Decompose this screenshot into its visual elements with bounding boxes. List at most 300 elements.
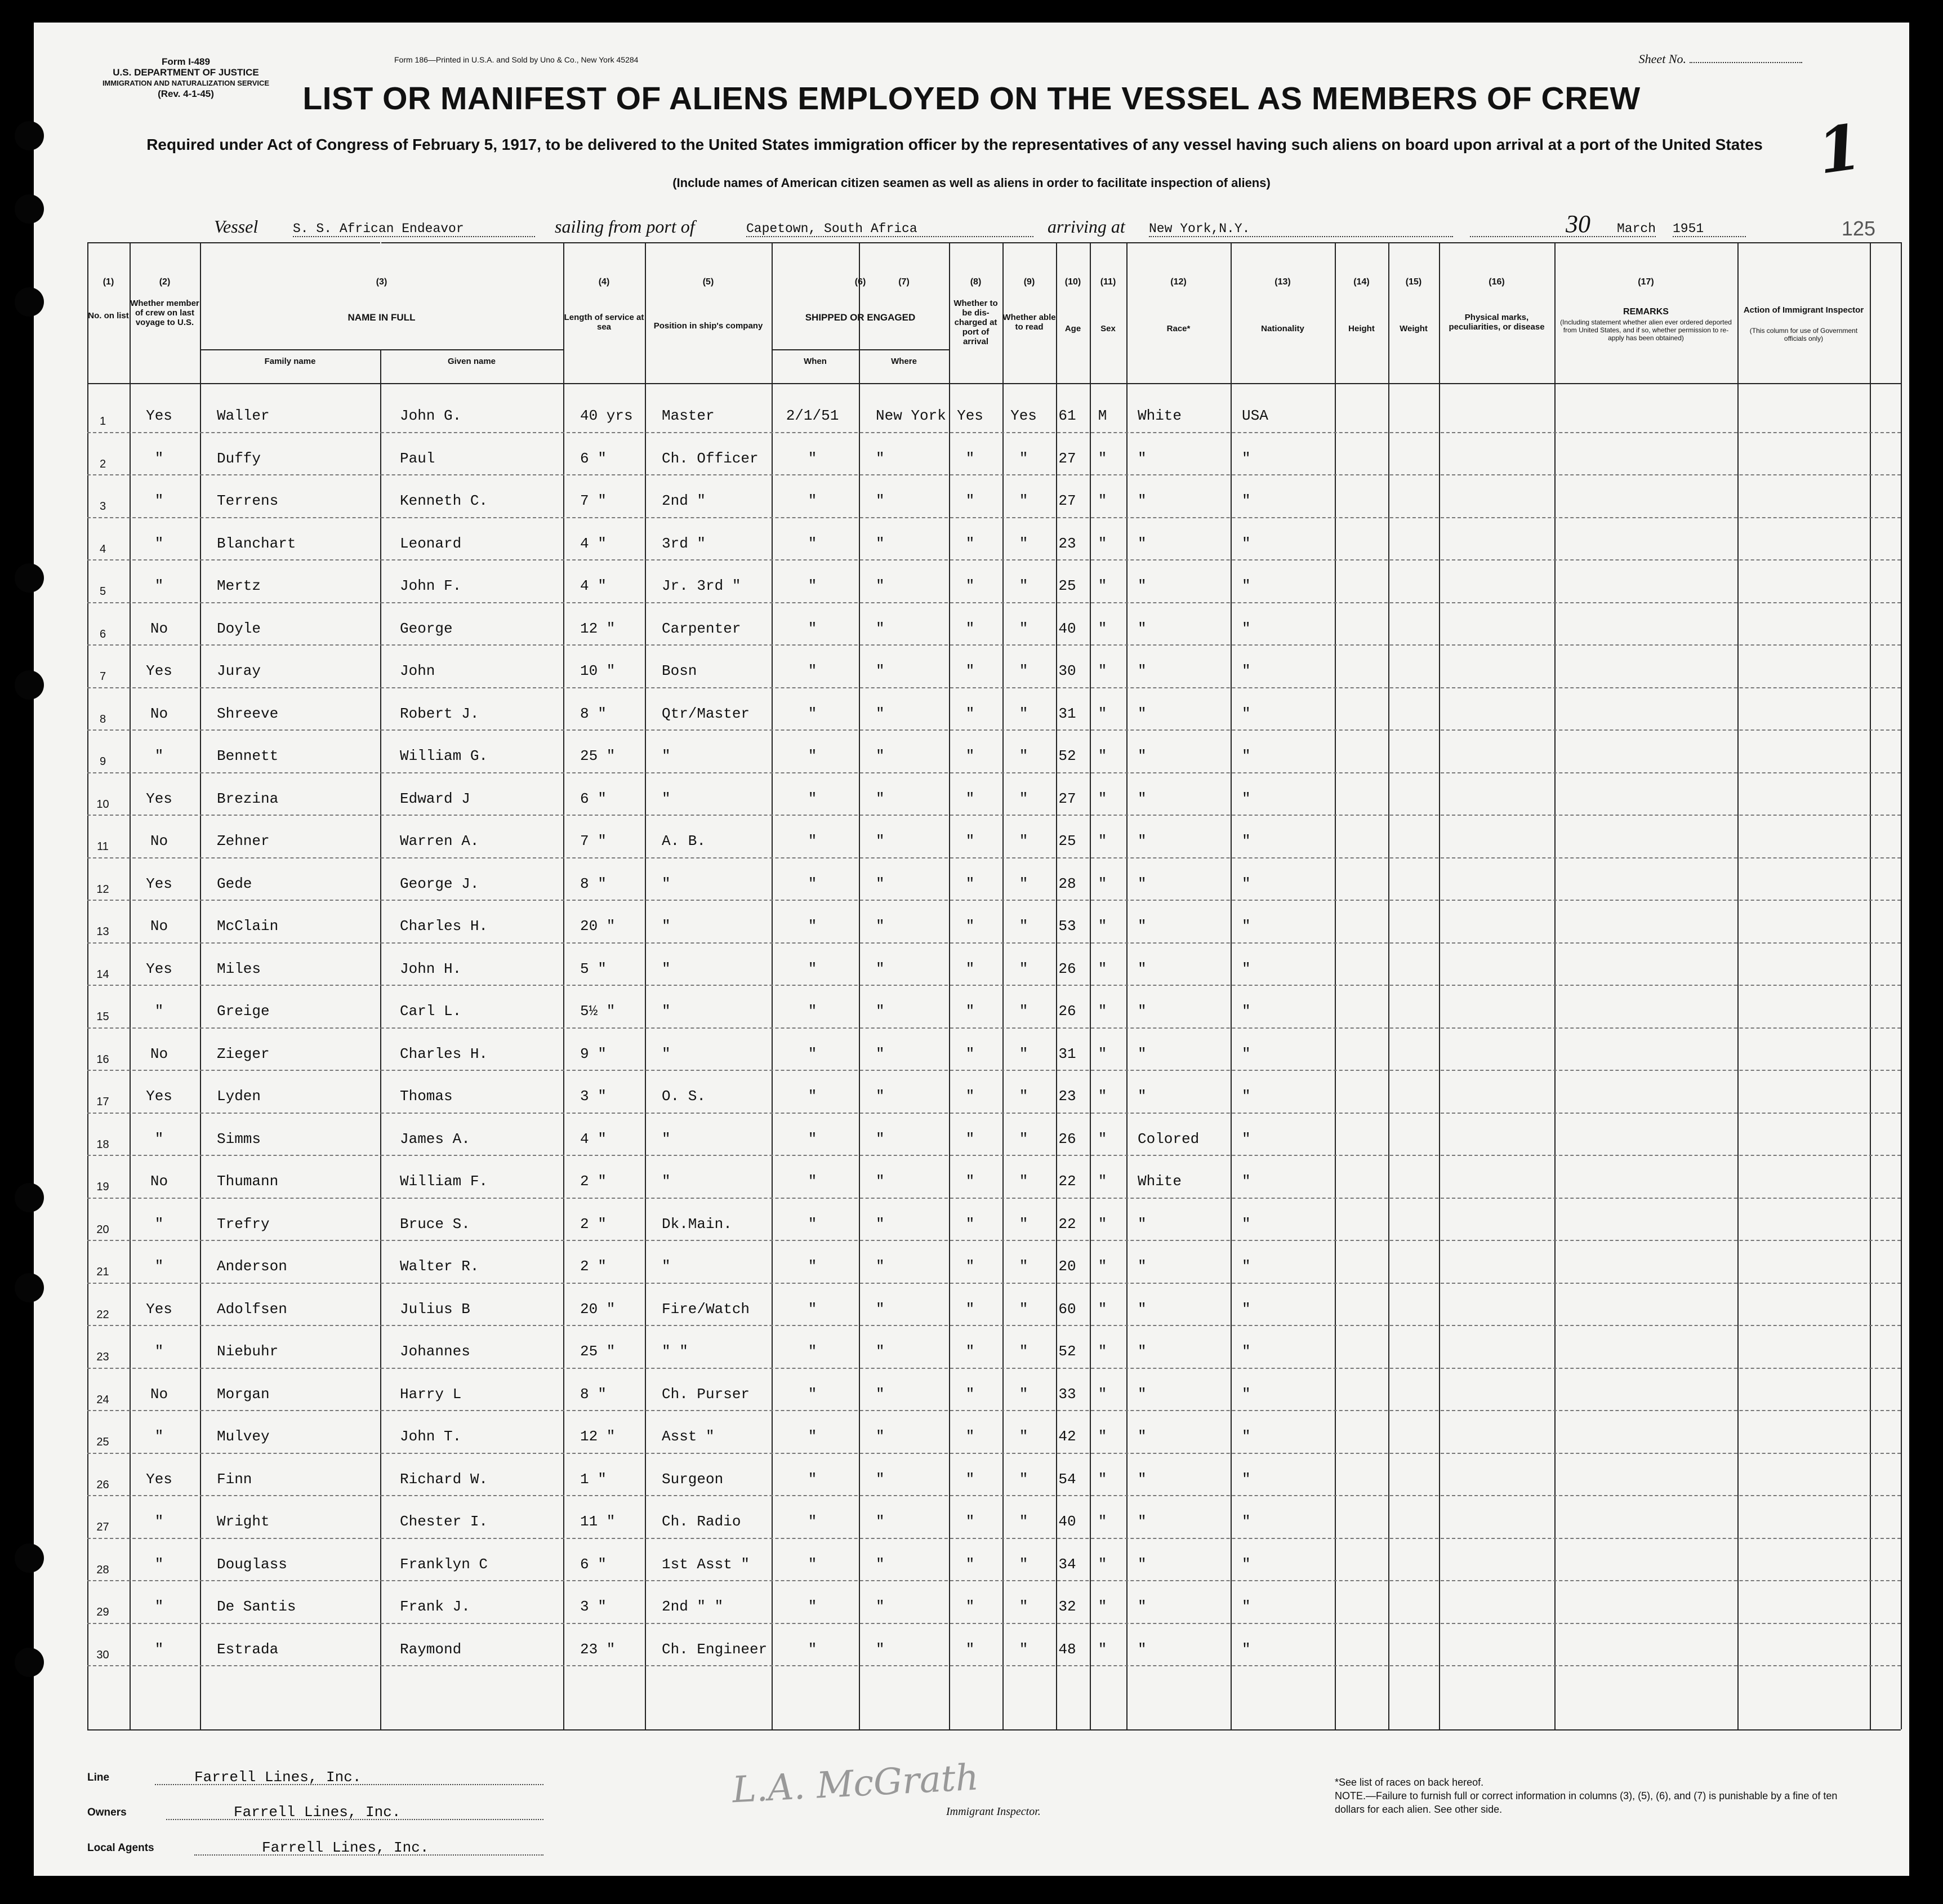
punch-hole (15, 1273, 44, 1302)
cell-disch: " (965, 1343, 975, 1360)
column-number: (3) (376, 277, 387, 287)
cell-where: " (876, 1598, 885, 1615)
cell-age: 22 (1058, 1215, 1076, 1233)
row-rule (87, 1283, 1901, 1284)
cell-last: No (150, 1173, 168, 1190)
cell-given: Johannes (400, 1343, 470, 1360)
cell-nat: " (1242, 535, 1251, 552)
col-header-age: Age (1064, 324, 1081, 333)
cell-nat: " (1242, 1130, 1251, 1147)
cell-given: William G. (400, 748, 488, 764)
cell-no: 2 (99, 457, 106, 470)
cell-position: Ch. Purser (662, 1385, 750, 1403)
cell-when: " (808, 1428, 817, 1445)
cell-disch: " (965, 1045, 975, 1062)
cell-position: " (662, 1173, 671, 1190)
cell-family: De Santis (217, 1598, 296, 1615)
cell-race: " (1138, 1088, 1147, 1105)
cell-position: Asst " (662, 1428, 715, 1445)
races-note: *See list of races on back hereof. (1335, 1777, 1484, 1788)
cell-family: Anderson (217, 1258, 287, 1275)
cell-position: O. S. (662, 1088, 706, 1105)
cell-read: " (1019, 1088, 1028, 1105)
cell-where: " (876, 1385, 885, 1403)
cell-service: 3 " (580, 1598, 607, 1615)
cell-read: " (1019, 1385, 1028, 1403)
cell-last: No (150, 833, 168, 849)
cell-race: " (1138, 662, 1147, 679)
cell-disch: " (965, 1258, 975, 1275)
cell-race: " (1138, 875, 1147, 892)
cell-when: " (808, 960, 817, 977)
cell-where: " (876, 1215, 885, 1233)
cell-when: " (808, 1088, 817, 1105)
cell-age: 26 (1058, 1003, 1076, 1020)
punch-hole (15, 563, 44, 593)
column-rule (380, 242, 381, 1729)
cell-disch: " (965, 1640, 975, 1658)
cell-sex: " (1098, 1003, 1107, 1020)
column-number: (12) (1170, 277, 1187, 287)
cell-race: White (1138, 407, 1182, 424)
cell-position: Master (662, 407, 715, 424)
cell-position: " (662, 875, 671, 892)
row-rule (87, 1027, 1901, 1029)
cell-given: Warren A. (400, 833, 479, 849)
arrival-year: 1951 (1673, 221, 1746, 237)
cell-family: Bennett (217, 748, 279, 764)
cell-family: Lyden (217, 1088, 261, 1105)
form-rev: (Rev. 4-1-45) (158, 88, 214, 99)
row-rule (87, 729, 1901, 731)
cell-disch: " (965, 1555, 975, 1573)
row-rule (87, 1453, 1901, 1454)
cell-race: " (1138, 1470, 1147, 1488)
cell-nat: " (1242, 960, 1251, 977)
col-header-service: Length of service at sea (564, 313, 644, 332)
crew-table (87, 242, 1901, 1729)
cell-read: " (1019, 577, 1028, 594)
cell-position: Fire/Watch (662, 1300, 750, 1318)
cell-service: 23 " (580, 1640, 616, 1658)
cell-last: " (154, 1555, 164, 1573)
dept-name: U.S. DEPARTMENT OF JUSTICE (113, 67, 259, 78)
punch-hole (15, 194, 44, 224)
cell-where: " (876, 1130, 885, 1147)
cell-position: Jr. 3rd " (662, 577, 741, 594)
row-rule (87, 1410, 1901, 1411)
cell-race: " (1138, 705, 1147, 722)
page-subtitle: Required under Act of Congress of February 5, 1917, to be delivered to the United States immigration officer by the representatives of any vessel having such aliens on board upon arrival at a port of the United States (146, 136, 1763, 153)
cell-service: 6 " (580, 790, 607, 807)
cell-family: McClain (217, 918, 279, 935)
cell-where: " (876, 960, 885, 977)
cell-race: " (1138, 1300, 1147, 1318)
cell-last: Yes (146, 960, 172, 977)
cell-when: " (808, 662, 817, 679)
cell-sex: " (1098, 1513, 1107, 1530)
cell-last: " (154, 492, 164, 509)
cell-last: " (154, 1215, 164, 1233)
owners-label: Owners (87, 1807, 127, 1818)
cell-when: " (808, 705, 817, 722)
cell-position: 2nd " (662, 492, 706, 509)
cell-service: 20 " (580, 918, 616, 935)
cell-family: Niebuhr (217, 1343, 279, 1360)
column-rule (645, 242, 646, 1729)
cell-disch: " (965, 1428, 975, 1445)
cell-age: 52 (1058, 748, 1076, 764)
col-header-height: Height (1348, 324, 1375, 333)
cell-disch: " (965, 790, 975, 807)
cell-read: " (1019, 1173, 1028, 1190)
cell-nat: " (1242, 705, 1251, 722)
punch-hole (15, 287, 44, 317)
cell-when: " (808, 1215, 817, 1233)
cell-when: " (808, 918, 817, 935)
cell-disch: " (965, 875, 975, 892)
sailing-label: sailing from port of (555, 216, 695, 237)
cell-read: " (1019, 1300, 1028, 1318)
arriving-label: arriving at (1048, 216, 1125, 237)
col-header-discharged: Whether to be dis-charged at port of arrival (953, 299, 998, 346)
cell-nat: " (1242, 833, 1251, 849)
cell-given: George (400, 620, 453, 637)
cell-age: 60 (1058, 1300, 1076, 1318)
cell-no: 8 (99, 713, 106, 726)
cell-family: Duffy (217, 450, 261, 467)
cell-last: " (154, 1130, 164, 1147)
cell-where: " (876, 1555, 885, 1573)
row-rule (87, 1665, 1901, 1666)
cell-where: " (876, 1088, 885, 1105)
cell-given: Thomas (400, 1088, 453, 1105)
manifest-sheet (34, 23, 1909, 1876)
cell-given: Paul (400, 450, 435, 467)
cell-service: 6 " (580, 450, 607, 467)
cell-no: 16 (96, 1053, 109, 1066)
cell-service: 4 " (580, 1130, 607, 1147)
cell-service: 8 " (580, 875, 607, 892)
cell-read: " (1019, 1130, 1028, 1147)
cell-read: " (1019, 492, 1028, 509)
cell-where: " (876, 662, 885, 679)
cell-age: 40 (1058, 1513, 1076, 1530)
cell-read: " (1019, 918, 1028, 935)
cell-last: " (154, 1343, 164, 1360)
cell-sex: " (1098, 1640, 1107, 1658)
cell-age: 28 (1058, 875, 1076, 892)
cell-when: " (808, 875, 817, 892)
punch-hole (15, 670, 44, 700)
cell-no: 17 (96, 1096, 109, 1108)
cell-given: James A. (400, 1130, 470, 1147)
cell-disch: " (965, 1130, 975, 1147)
cell-race: " (1138, 1258, 1147, 1275)
cell-disch: " (965, 1003, 975, 1020)
column-number: (7) (898, 277, 910, 287)
cell-nat: " (1242, 450, 1251, 467)
cell-where: " (876, 1640, 885, 1658)
cell-family: Mulvey (217, 1428, 270, 1445)
cell-position: 3rd " (662, 535, 706, 552)
cell-when: " (808, 1343, 817, 1360)
cell-disch: " (965, 535, 975, 552)
cell-disch: " (965, 662, 975, 679)
cell-sex: " (1098, 875, 1107, 892)
row-rule (87, 559, 1901, 560)
line-label: Line (87, 1772, 110, 1783)
cell-disch: Yes (957, 407, 983, 424)
cell-last: " (154, 535, 164, 552)
cell-age: 22 (1058, 1173, 1076, 1190)
cell-race: " (1138, 1640, 1147, 1658)
column-number: (14) (1353, 277, 1370, 287)
col-header-shipped: SHIPPED OR ENGAGED (805, 312, 916, 323)
cell-position: " (662, 748, 671, 764)
cell-given: Chester I. (400, 1513, 488, 1530)
column-rule (1901, 242, 1902, 1729)
cell-last: " (154, 577, 164, 594)
cell-no: 18 (96, 1138, 109, 1151)
cell-race: " (1138, 1513, 1147, 1530)
cell-sex: " (1098, 705, 1107, 722)
cell-service: 11 " (580, 1513, 616, 1530)
cell-race: " (1138, 577, 1147, 594)
column-rule (859, 242, 860, 1729)
cell-when: " (808, 1640, 817, 1658)
row-rule (87, 1113, 1901, 1114)
cell-service: 25 " (580, 1343, 616, 1360)
cell-nat: " (1242, 1598, 1251, 1615)
cell-when: " (808, 748, 817, 764)
cell-last: No (150, 705, 168, 722)
cell-nat: " (1242, 1215, 1251, 1233)
column-number: (13) (1274, 277, 1291, 287)
cell-last: No (150, 918, 168, 935)
row-rule (87, 772, 1901, 773)
cell-disch: " (965, 1215, 975, 1233)
cell-age: 31 (1058, 705, 1076, 722)
cell-position: Ch. Officer (662, 450, 759, 467)
cell-no: 22 (96, 1308, 109, 1321)
cell-service: 10 " (580, 662, 616, 679)
cell-read: " (1019, 1258, 1028, 1275)
col-header-action-note: (This column for use of Government officials only) (1749, 327, 1858, 342)
sailing-port: Capetown, South Africa (746, 221, 1033, 237)
cell-where: " (876, 1343, 885, 1360)
column-rule (200, 242, 201, 1729)
cell-when: " (808, 1130, 817, 1147)
cell-sex: " (1098, 1598, 1107, 1615)
row-rule (87, 517, 1901, 518)
cell-read: " (1019, 1003, 1028, 1020)
cell-race: " (1138, 790, 1147, 807)
cell-position: 1st Asst " (662, 1555, 750, 1573)
cell-nat: USA (1242, 407, 1268, 424)
cell-where: " (876, 748, 885, 764)
cell-no: 28 (96, 1563, 109, 1576)
cell-position: Carpenter (662, 620, 741, 637)
cell-nat: " (1242, 790, 1251, 807)
cell-sex: " (1098, 748, 1107, 764)
cell-age: 40 (1058, 620, 1076, 637)
cell-age: 61 (1058, 407, 1076, 424)
cell-no: 21 (96, 1266, 109, 1278)
cell-sex: " (1098, 1470, 1107, 1488)
cell-where: " (876, 577, 885, 594)
cell-age: 26 (1058, 960, 1076, 977)
cell-no: 19 (96, 1181, 109, 1193)
handwritten-mark: 1 (1813, 110, 1866, 188)
cell-family: Trefry (217, 1215, 270, 1233)
cell-age: 25 (1058, 577, 1076, 594)
cell-disch: " (965, 1173, 975, 1190)
col-header-position: Position in ship's company (653, 321, 763, 331)
cell-race: " (1138, 450, 1147, 467)
line-value: Farrell Lines, Inc. (194, 1769, 362, 1786)
cell-disch: " (965, 492, 975, 509)
cell-no: 13 (96, 926, 109, 938)
cell-read: " (1019, 1215, 1028, 1233)
cell-given: John H. (400, 960, 462, 977)
cell-last: " (154, 1003, 164, 1020)
cell-last: Yes (146, 875, 172, 892)
cell-when: " (808, 1385, 817, 1403)
cell-service: 9 " (580, 1045, 607, 1062)
form-id: Form I-489 (162, 56, 210, 67)
cell-disch: " (965, 577, 975, 594)
cell-age: 27 (1058, 790, 1076, 807)
cell-race: " (1138, 620, 1147, 637)
cell-family: Wright (217, 1513, 270, 1530)
cell-no: 6 (99, 628, 106, 640)
cell-given: John T. (400, 1428, 462, 1445)
cell-disch: " (965, 1300, 975, 1318)
cell-given: Harry L (400, 1385, 462, 1403)
cell-given: Bruce S. (400, 1215, 470, 1233)
cell-race: " (1138, 1428, 1147, 1445)
column-rule (1870, 242, 1871, 1729)
cell-service: 12 " (580, 1428, 616, 1445)
cell-position: " (662, 960, 671, 977)
col-header-where: Where (891, 357, 917, 366)
cell-when: " (808, 1300, 817, 1318)
punch-hole (15, 1543, 44, 1573)
cell-family: Doyle (217, 620, 261, 637)
cell-no: 27 (96, 1521, 109, 1533)
cell-age: 23 (1058, 535, 1076, 552)
column-rule (1388, 242, 1389, 1729)
cell-age: 48 (1058, 1640, 1076, 1658)
cell-sex: " (1098, 1258, 1107, 1275)
cell-family: Finn (217, 1470, 252, 1488)
cell-family: Zehner (217, 833, 270, 849)
row-rule (87, 1495, 1901, 1496)
cell-last: " (154, 1640, 164, 1658)
cell-read: " (1019, 748, 1028, 764)
stamp-number: 125 (1841, 217, 1875, 240)
cell-sex: " (1098, 1555, 1107, 1573)
cell-family: Simms (217, 1130, 261, 1147)
cell-last: Yes (146, 1300, 172, 1318)
cell-race: " (1138, 1045, 1147, 1062)
cell-age: 52 (1058, 1343, 1076, 1360)
cell-sex: " (1098, 535, 1107, 552)
cell-no: 11 (97, 840, 109, 853)
cell-age: 30 (1058, 662, 1076, 679)
col-header-sex: Sex (1100, 324, 1116, 333)
cell-sex: " (1098, 1045, 1107, 1062)
cell-nat: " (1242, 662, 1251, 679)
cell-nat: " (1242, 918, 1251, 935)
cell-disch: " (965, 960, 975, 977)
cell-when: " (808, 620, 817, 637)
row-rule (87, 1240, 1901, 1241)
cell-no: 12 (96, 883, 109, 896)
cell-given: Robert J. (400, 705, 479, 722)
column-rule (1439, 242, 1440, 1729)
cell-where: " (876, 833, 885, 849)
cell-no: 7 (99, 670, 106, 683)
cell-age: 34 (1058, 1555, 1076, 1573)
cell-where: " (876, 875, 885, 892)
row-rule (87, 815, 1901, 816)
cell-family: Thumann (217, 1173, 279, 1190)
cell-given: Carl L. (400, 1003, 462, 1020)
table-rule (87, 242, 1901, 243)
cell-read: " (1019, 833, 1028, 849)
table-rule (87, 1729, 1901, 1730)
service-name: IMMIGRATION AND NATURALIZATION SERVICE (102, 79, 270, 87)
row-rule (87, 474, 1901, 475)
cell-race: " (1138, 1555, 1147, 1573)
cell-no: 15 (96, 1011, 109, 1023)
cell-when: " (808, 833, 817, 849)
cell-no: 5 (99, 585, 106, 598)
cell-race: " (1138, 1343, 1147, 1360)
cell-position: A. B. (662, 833, 706, 849)
cell-when: " (808, 1173, 817, 1190)
cell-disch: " (965, 1385, 975, 1403)
cell-family: Juray (217, 662, 261, 679)
cell-service: 4 " (580, 577, 607, 594)
cell-last: " (154, 1428, 164, 1445)
col-header-given: Given name (447, 357, 496, 366)
cell-sex: " (1098, 918, 1107, 935)
cell-nat: " (1242, 1640, 1251, 1658)
column-rule (1335, 242, 1336, 1729)
cell-read: " (1019, 662, 1028, 679)
table-rule (87, 383, 1901, 384)
cell-position: " (662, 1045, 671, 1062)
col-header-read: Whether able to read (1002, 313, 1056, 332)
cell-last: Yes (146, 1088, 172, 1105)
cell-no: 25 (96, 1436, 109, 1448)
cell-last: " (154, 1258, 164, 1275)
cell-sex: " (1098, 577, 1107, 594)
cell-last: " (154, 748, 164, 764)
row-rule (87, 1538, 1901, 1539)
col-header-physical: Physical marks, peculiarities, or disease (1449, 313, 1545, 332)
cell-age: 54 (1058, 1470, 1076, 1488)
cell-position: " (662, 1130, 671, 1147)
cell-age: 27 (1058, 450, 1076, 467)
row-rule (87, 857, 1901, 858)
cell-given: William F. (400, 1173, 488, 1190)
cell-last: Yes (146, 407, 172, 424)
agents-value: Farrell Lines, Inc. (262, 1839, 429, 1856)
